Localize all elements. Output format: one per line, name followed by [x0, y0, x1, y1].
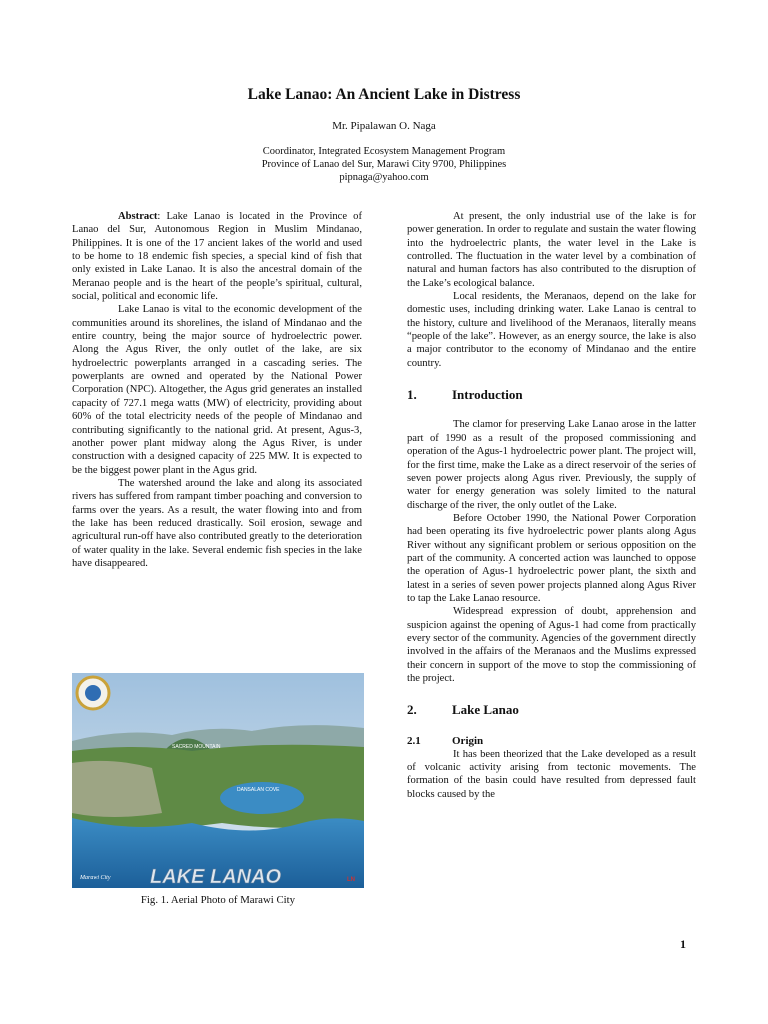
sacred-mountain-label: SACRED MOUNTAIN	[172, 744, 221, 750]
section-number: 2.	[407, 702, 417, 718]
section-title: Lake Lanao	[452, 702, 519, 718]
body-paragraph: Widespread expression of doubt, apprehension and suspicion against the opening of Agus-1 had come from practically every sector of the community. Agencies of the government directly involved in the affairs of the Meranaos and the Muslims expressed their concern in support of the move to stop the commissioning of the project.	[407, 606, 696, 684]
corner-mark: LN	[347, 877, 355, 883]
subsection-number: 2.1	[407, 734, 421, 747]
abstract-text: : Lake Lanao is located in the Province of Lanao del Sur, Autonomous Region in Muslim Mindanao, Philippines. It is one of the 17 ancient lakes of the world and used to be home to 18 endemic fish species, a special kind of fish that only existed in Lake Lanao. It is also the ancestral domain of the Meranao people and is the heart of the people’s spiritual, cultural, social, political and economic life.	[72, 211, 362, 303]
body-paragraph: It has been theorized that the Lake developed as a result of volcanic activity arising from tectonic movements. The formation of the basin could have resulted from depressed fault blocks caused by the	[407, 748, 696, 800]
left-column	[72, 210, 362, 570]
paper-title: Lake Lanao: An Ancient Lake in Distress	[247, 86, 521, 103]
body-paragraph: The clamor for preserving Lake Lanao arose in the latter part of 1990 as a result of the proposed commissioning and operation of the Agus-1 hydroelectric power plant. The project will, for the first time, make the Lake as a direct reservoir of the series of seven power projects along Agus river. Previously, the supply of water for energy generation was solely limited to the natural discharge of the river, the only outlet of the Lake.	[407, 419, 696, 511]
body-paragraph: Local residents, the Meranaos, depend on the lake for domestic uses, including drinking water. Lake Lanao is central to the history, culture and livelihood of the Meranaos, literally means “people of the lake”. However, as an energy source, the lake is also a major contributor to the economy of Mindanao and the entire country.	[407, 291, 696, 369]
dansalan-cove-label: DANSALAN COVE	[237, 787, 280, 793]
body-paragraph: Lake Lanao is vital to the economic development of the communities around its shorelines, the island of Mindanao and the entire country, being the major source of hydroelectric power. Along the Agus River, the only outlet of the lake, are six hydroelectric powerplants arranged in a cascading series. The powerplants are owned and operated by the National Power Corporation (NPC). Altogether, the Agus grid generates an installed capacity of 727.1 mega watts (MW) of electricity, providing about 60% of the total electricity needs of the people of Mindanao and contributing significantly to the national grid. At present, Agus-3, another power plant midway along the Agus River, is under construction with a designed capacity of 225 MW. It is expected to be the biggest power plant in the Agus grid.	[72, 304, 362, 476]
seal-logo-center	[85, 685, 101, 701]
aerial-photo-figure	[72, 673, 364, 888]
author-email: pipnaga@yahoo.com	[339, 172, 429, 184]
right-column	[407, 210, 696, 801]
subsection-title: Origin	[452, 734, 484, 747]
subsection-heading-origin	[407, 734, 696, 748]
author-name: Mr. Pipalawan O. Naga	[332, 120, 436, 132]
affiliation-line: Province of Lanao del Sur, Marawi City 9700, Philippines	[261, 159, 507, 171]
affiliation-block	[0, 145, 768, 185]
city-area	[72, 761, 162, 817]
body-paragraph: At present, the only industrial use of the lake is for power generation. In order to regulate and sustain the water flowing into the hydroelectric plants, the water level in the Lake is controlled. The fluctuation in the water level by a combination of natural and human factors has also contributed to the disruption of the Lake’s ecological balance.	[407, 211, 696, 289]
section-title: Introduction	[452, 387, 523, 403]
abstract-paragraph	[72, 210, 362, 303]
section-heading-lake-lanao	[407, 703, 696, 716]
body-paragraph: Before October 1990, the National Power Corporation had been operating its five hydroelectric power plants along Agus River without any significant problem or serious opposition on the part of the community. A concerted action was launched to oppose the operation of Agus-1 hydroelectric power plant, the sixth and latest in a series of seven power projects planned along Agus River to tap the Lake Lanao resource.	[407, 512, 696, 604]
lake-lanao-overlay-title: LAKE LANAO	[150, 866, 282, 888]
aerial-photo	[72, 673, 364, 888]
page-number: 1	[680, 937, 686, 951]
figure-caption: Fig. 1. Aerial Photo of Marawi City	[140, 894, 296, 906]
section-number: 1.	[407, 387, 417, 403]
affiliation-line: Coordinator, Integrated Ecosystem Management Program	[262, 146, 506, 157]
abstract-label: Abstract	[118, 211, 158, 222]
body-paragraph: The watershed around the lake and along its associated rivers has suffered from rampant timber poaching and conversion to farms over the years. As a result, the water flowing into and from the lake has been reduced drastically. Soil erosion, sewage and agricultural run-off have also contributed greatly to the deterioration of water quality in the lake. Several endemic fish species in the lake have disappeared.	[72, 477, 362, 569]
section-heading-introduction	[407, 388, 696, 401]
marawi-city-corner-label: Marawi City	[80, 875, 111, 881]
